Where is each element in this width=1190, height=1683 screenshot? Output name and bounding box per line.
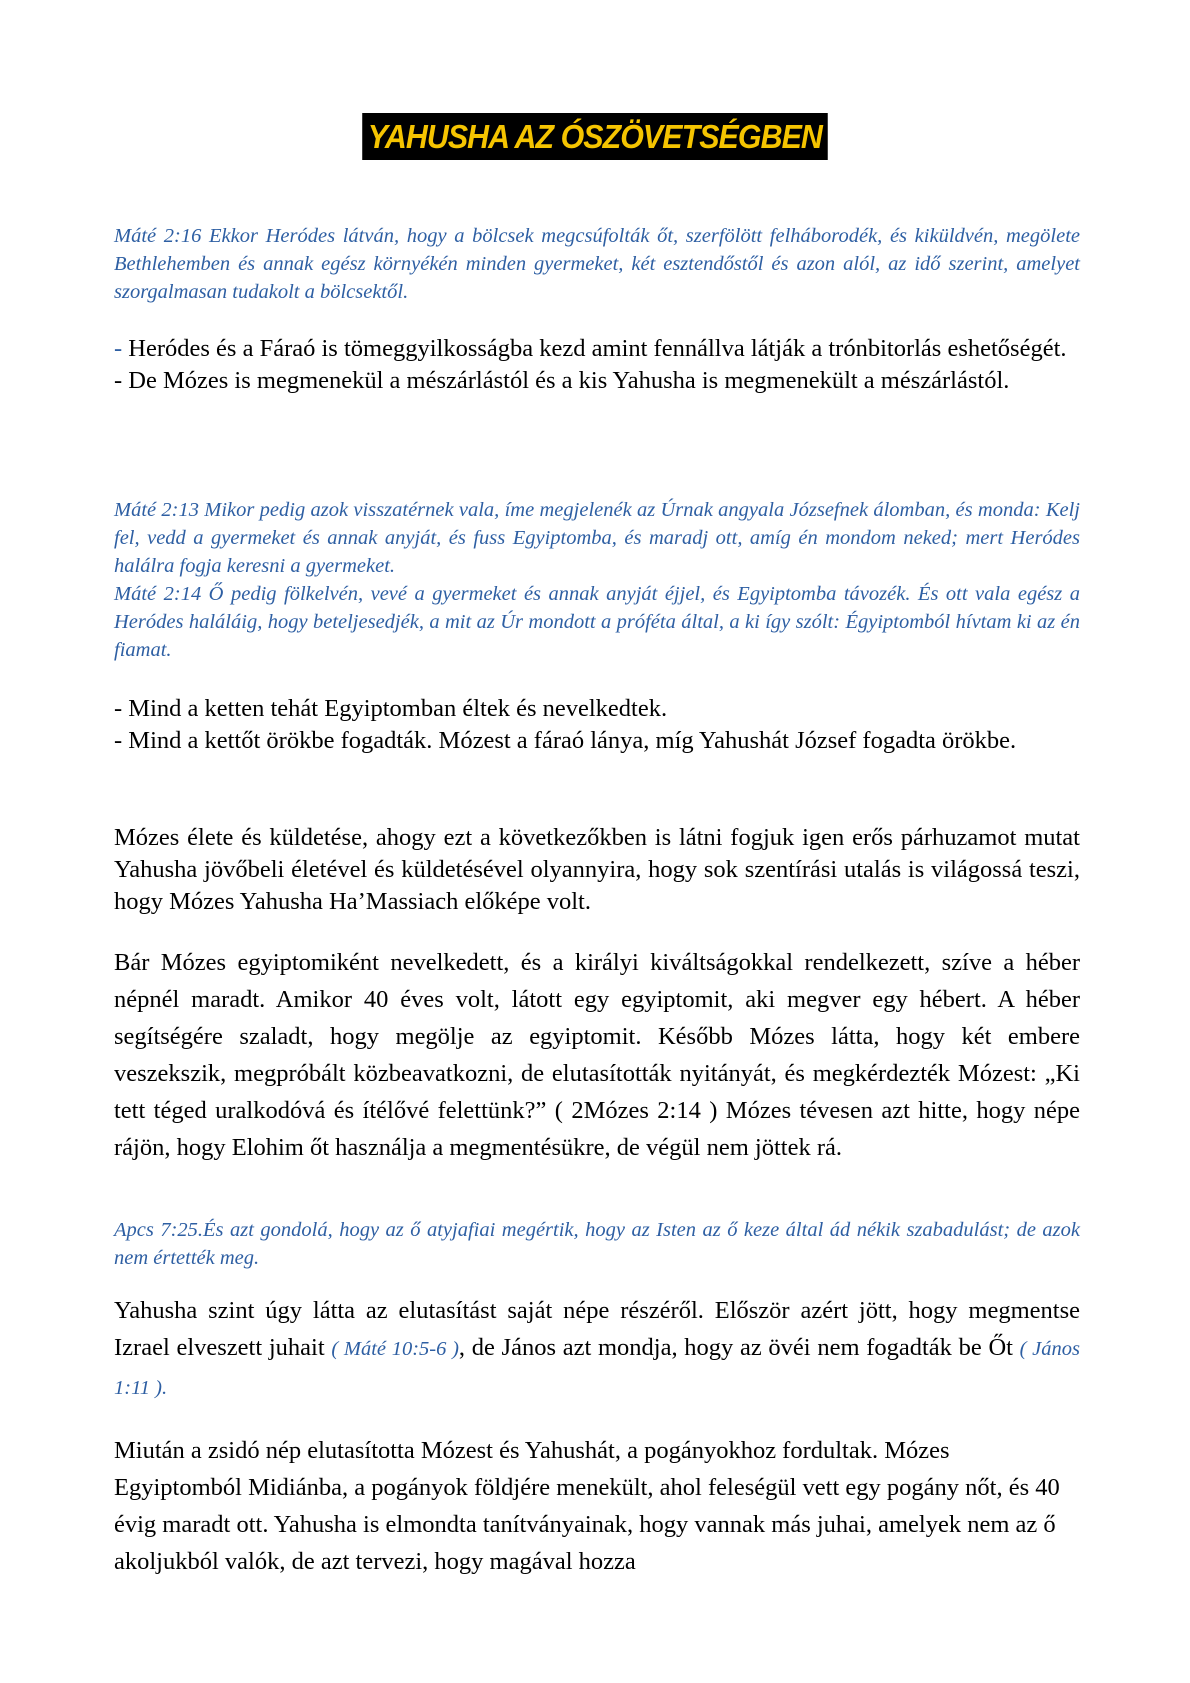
paragraph-line — [114, 333, 1080, 365]
paragraph-herodes — [114, 333, 1080, 397]
paragraph-line: - De Mózes is megmenekül a mészárlástól és a kis Yahusha is megmenekült a mészárlástól. — [114, 367, 1010, 394]
page-title: YAHUSHA AZ ÓSZÖVETSÉGBEN — [362, 113, 827, 160]
dash-marker: - — [114, 335, 129, 362]
quote-apcs-7-25 — [114, 1216, 1080, 1272]
paragraph-text: Mózes élete és küldetése, ahogy ezt a következőkben is látni fogjuk igen erős párhuzamot mutat Yahusha jövőbeli életével és küldetésével olyannyira, hogy sok szentírási utalás is világossá teszi, hogy Mózes Yahusha Ha’Massiach előképe volt. — [114, 824, 1080, 915]
quote-text: Máté 2:16 Ekkor Heródes látván, hogy a bölcsek megcsúfolták őt, szerfölött felháborodék, és kiküldvén, megölete Bethlehemben és annak egész környékén minden gyermeket, két esztendőstől és azon alól, az idő szerint, amelyet szorgalmasan tudakolt a bölcsektől. — [114, 225, 1080, 303]
paragraph-mozes-elete — [114, 822, 1080, 918]
paragraph-text: Heródes és a Fáraó is tömeggyilkosságba kezd amint fennállva látják a trónbitorlás eshetőségét. — [128, 335, 1067, 362]
paragraph-elutasitas — [114, 1292, 1080, 1407]
quote-text: Apcs 7:25.És azt gondolá, hogy az ő atyjafiai megértik, hogy az Isten az ő keze által ád nékik szabadulást; de azok nem értették meg. — [114, 1219, 1080, 1269]
paragraph-egyiptom — [114, 693, 1080, 757]
quote-text: Máté 2:13 Mikor pedig azok visszatérnek vala, íme megjelenék az Úrnak angyala Józsefnek álomban, és monda: Kelj fel, vedd a gyermeket és annak anyját, és fuss Egyiptomba, és maradj ott, amíg én mondom neked; mert Heródes halálra fogja keresni a gyermeket. — [114, 499, 1080, 577]
paragraph-text: Miután a zsidó nép elutasította Mózest és Yahushát, a pogányokhoz fordultak. Mózes Egyiptomból Midiánba, a pogányok földjére menekült, ahol feleségül vett egy pogány nőt, és 40 évig maradt ott. Yahusha is elmondta tanítványainak, hogy vannak más juhai, amelyek nem az ő akoljukból valók, de azt tervezi, hogy magával hozza — [114, 1437, 1060, 1575]
paragraph-bar-mozes — [114, 944, 1080, 1166]
title-wrap — [0, 113, 1190, 160]
paragraph-text: Bár Mózes egyiptomiként nevelkedett, és a királyi kiváltságokkal rendelkezett, szíve a héber népnél maradt. Amikor 40 éves volt, látott egy egyiptomit, aki megver egy hébert. A héber segítségére szaladt, hogy megölje az egyiptomit. Később Mózes látta, hogy két embere veszekszik, megpróbált közbeavatkozni, de elutasították nyitányát, és megkérdezték Mózest: „Ki tett téged uralkodóvá és ítélővé felettünk?” ( 2Mózes 2:14 ) Mózes tévesen azt hitte, hogy népe rájön, hogy Elohim őt használja a megmentésükre, de végül nem jöttek rá. — [114, 949, 1080, 1161]
paragraph-poganyok — [114, 1432, 1080, 1580]
scripture-ref: ( Máté 10:5-6 ) — [331, 1338, 459, 1360]
paragraph-text — [114, 1292, 1080, 1407]
quote-mate-2-16 — [114, 222, 1080, 306]
scripture-ref: ( János 1:11 ). — [114, 1338, 1081, 1399]
paragraph-text-part: , de János azt mondja, hogy az övéi nem fogadták be Őt — [458, 1334, 1020, 1361]
paragraph-line: - Mind a ketten tehát Egyiptomban éltek és nevelkedtek. — [114, 695, 668, 722]
quote-text: Máté 2:14 Ő pedig fölkelvén, vevé a gyermeket és annak anyját éjjel, és Egyiptomba távozék. És ott vala egész a Heródes haláláig, hogy beteljesedjék, a mit az Úr mondott a próféta által, a ki így szólt: Égyiptomból hívtam ki az én fiamat. — [114, 583, 1080, 661]
quote-mate-2-13-14 — [114, 496, 1080, 664]
paragraph-text-part: Yahusha szint úgy látta az elutasítást saját népe részéről. Először azért jött, hogy megmentse Izrael elveszett juhait — [114, 1297, 1080, 1361]
paragraph-line: - Mind a kettőt örökbe fogadták. Mózest a fáraó lánya, míg Yahushát József fogadta örökbe. — [114, 727, 1017, 754]
